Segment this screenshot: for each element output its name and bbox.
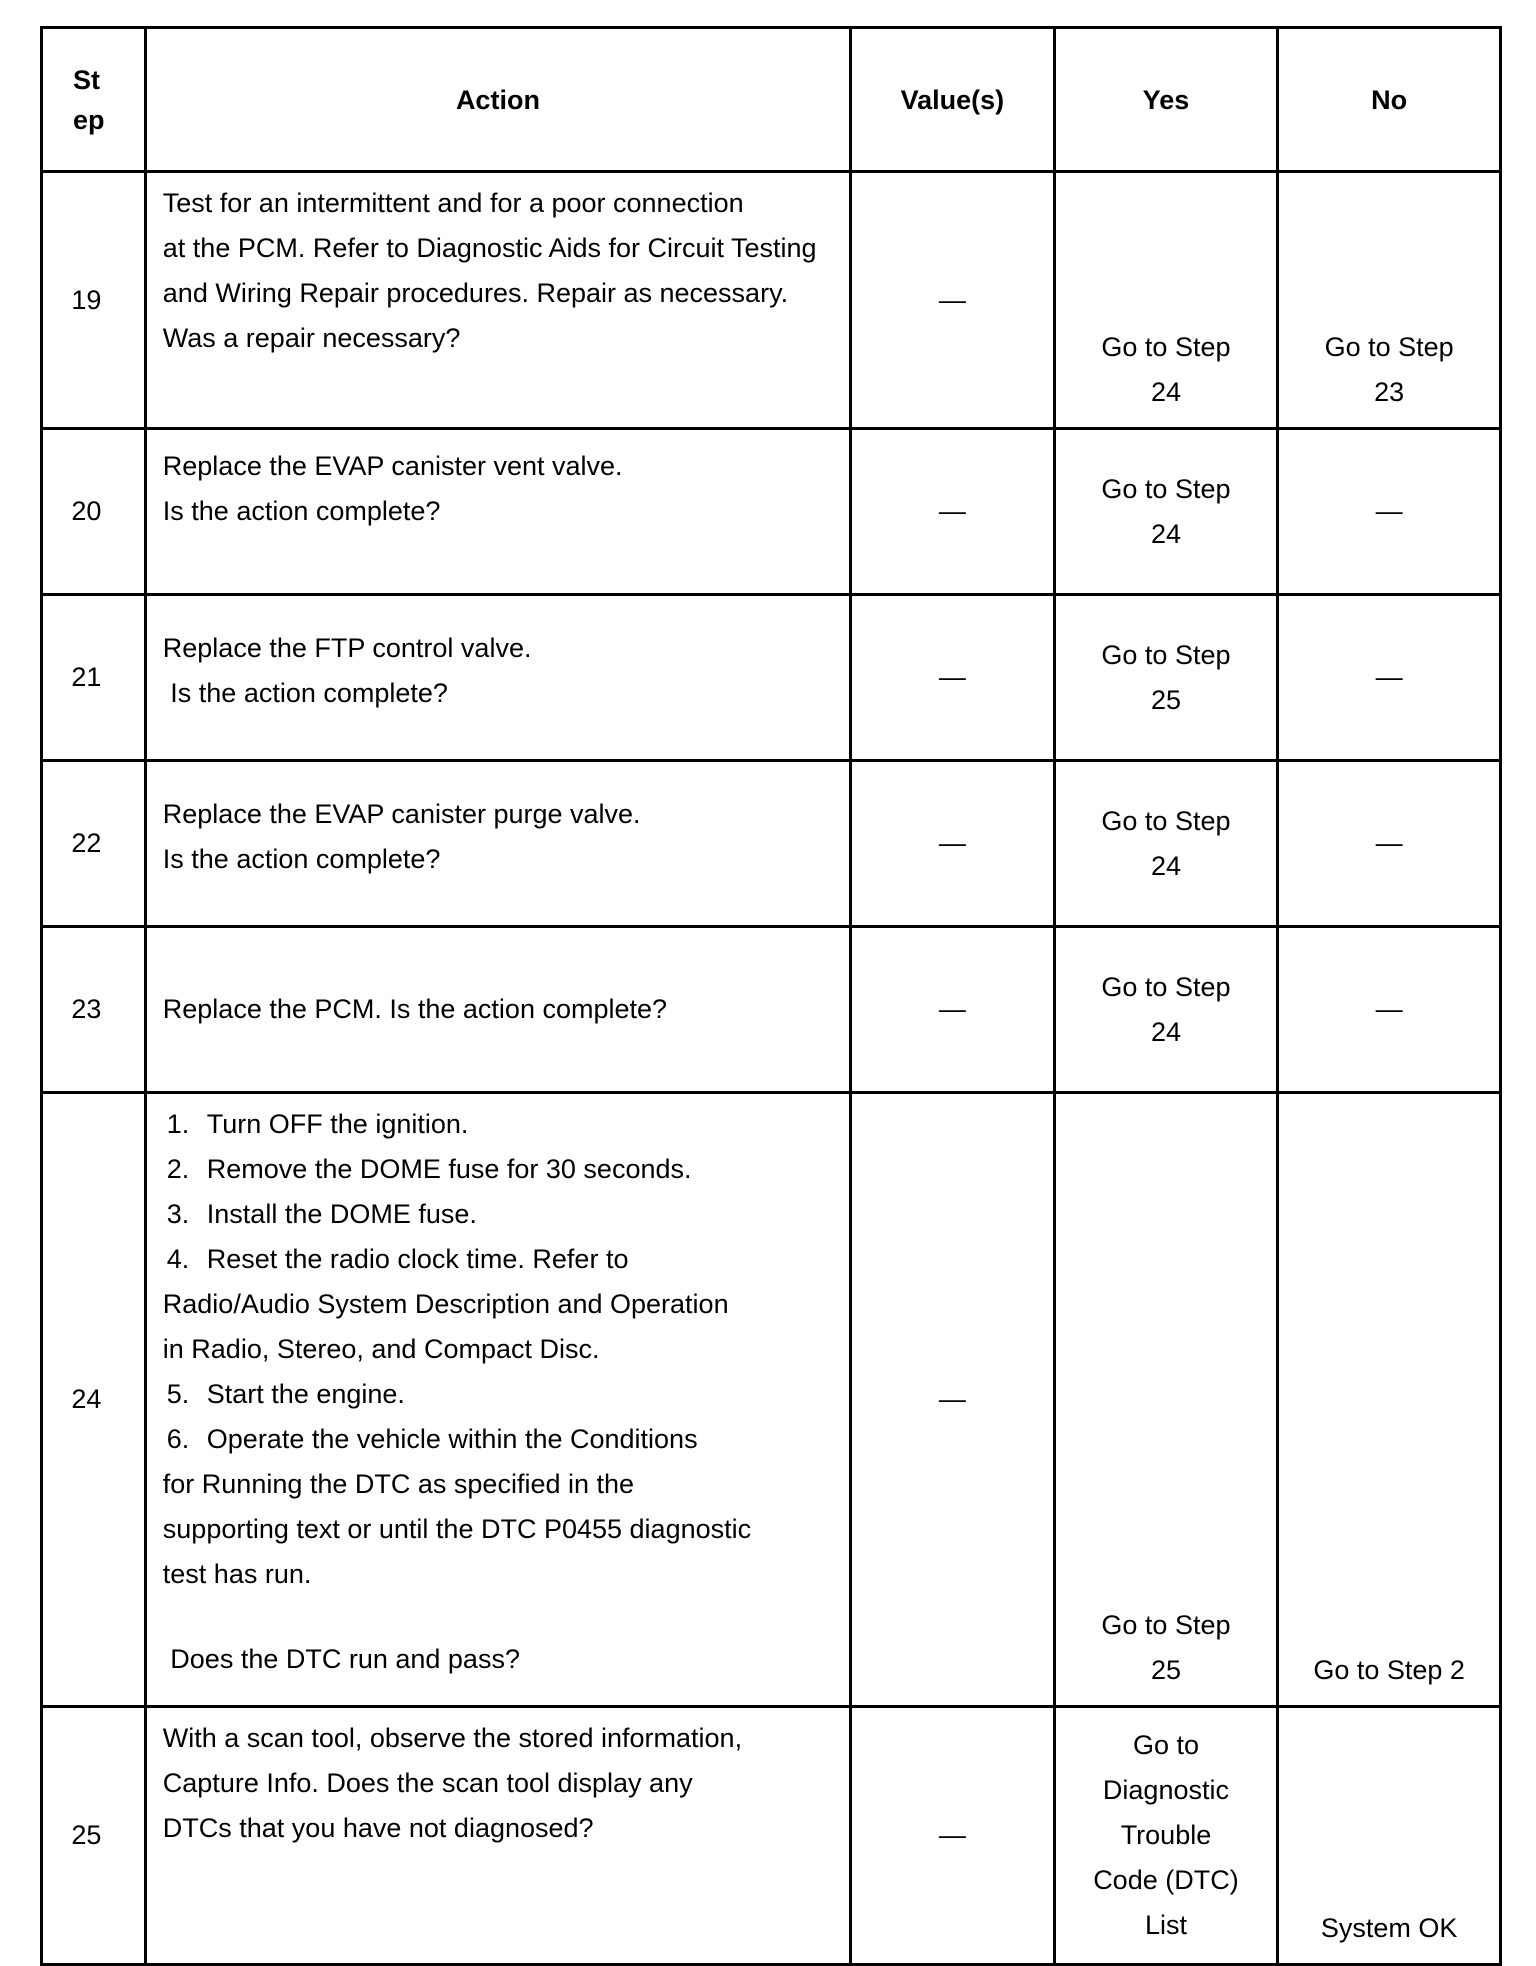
table-row	[42, 927, 1501, 1093]
yes-cell: Go to Diagnostic Trouble Code (DTC) List	[1054, 1707, 1278, 1965]
table-row	[42, 172, 1501, 429]
value-cell: —	[851, 429, 1055, 595]
table-row	[42, 761, 1501, 927]
action-cell: With a scan tool, observe the stored information, Capture Info. Does the scan tool display any DTCs that you have not diagnosed?	[145, 1707, 850, 1965]
numbered-step: 5. Start the engine.	[166, 1379, 405, 1409]
value-cell: —	[851, 595, 1055, 761]
header-no: No	[1278, 28, 1501, 172]
step-number: 19	[42, 172, 146, 429]
value-cell: —	[851, 172, 1055, 429]
no-cell: —	[1278, 595, 1501, 761]
numbered-step: 3. Install the DOME fuse.	[166, 1199, 477, 1229]
action-cell: Replace the EVAP canister purge valve. Is the action complete?	[145, 761, 850, 927]
yes-cell: Go to Step 25	[1054, 595, 1278, 761]
numbered-step: 1. Turn OFF the ignition.	[166, 1109, 469, 1139]
value-cell: —	[851, 1707, 1055, 1965]
action-cell: Replace the EVAP canister vent valve. Is the action complete?	[145, 429, 850, 595]
no-cell: Go to Step 23	[1278, 172, 1501, 429]
header-action: Action	[145, 28, 850, 172]
step-number: 23	[42, 927, 146, 1093]
diagnostic-table	[40, 26, 1502, 1966]
yes-cell: Go to Step 24	[1054, 429, 1278, 595]
step-number: 20	[42, 429, 146, 595]
step-number: 24	[42, 1093, 146, 1707]
header-yes: Yes	[1054, 28, 1278, 172]
yes-cell: Go to Step 24	[1054, 172, 1278, 429]
header-step: St ep	[42, 28, 146, 172]
action-cell: Test for an intermittent and for a poor connection at the PCM. Refer to Diagnostic Aids for Circuit Testing and Wiring Repair procedures. Repair as necessary. Was a repair necessary?	[145, 172, 850, 429]
numbered-step: 2. Remove the DOME fuse for 30 seconds.	[166, 1154, 692, 1184]
no-cell: —	[1278, 927, 1501, 1093]
no-cell: —	[1278, 761, 1501, 927]
step-number: 25	[42, 1707, 146, 1965]
table-row	[42, 595, 1501, 761]
action-cell: 1. Turn OFF the ignition. 2. Remove the DOME fuse for 30 seconds. 3. Install the DOME fuse. 4. Reset the radio clock time. Refer to Radio/Audio System Description and Operation in Radio, Stereo, and Compact Disc. 5. Start the engine. 6. Operate the vehicle within the Conditions for Running the DTC as specified in the supporting text or until the DTC P0455 diagnostic test has run. Does the DTC run and pass?	[145, 1093, 850, 1707]
no-cell: System OK	[1278, 1707, 1501, 1965]
action-cell: Replace the FTP control valve. Is the action complete?	[145, 595, 850, 761]
question-text: Does the DTC run and pass?	[162, 1644, 520, 1674]
value-cell: —	[851, 1093, 1055, 1707]
yes-cell: Go to Step 24	[1054, 761, 1278, 927]
table-row	[42, 1707, 1501, 1965]
numbered-step: 4. Reset the radio clock time. Refer to	[166, 1244, 629, 1274]
header-row	[42, 28, 1501, 172]
action-cell: Replace the PCM. Is the action complete?	[145, 927, 850, 1093]
no-cell: —	[1278, 429, 1501, 595]
yes-cell: Go to Step 25	[1054, 1093, 1278, 1707]
step-number: 21	[42, 595, 146, 761]
numbered-step: 6. Operate the vehicle within the Conditions	[166, 1424, 698, 1454]
no-cell: Go to Step 2	[1278, 1093, 1501, 1707]
yes-cell: Go to Step 24	[1054, 927, 1278, 1093]
value-cell: —	[851, 761, 1055, 927]
header-values: Value(s)	[851, 28, 1055, 172]
table-row	[42, 1093, 1501, 1707]
table-row	[42, 429, 1501, 595]
step-number: 22	[42, 761, 146, 927]
value-cell: —	[851, 927, 1055, 1093]
